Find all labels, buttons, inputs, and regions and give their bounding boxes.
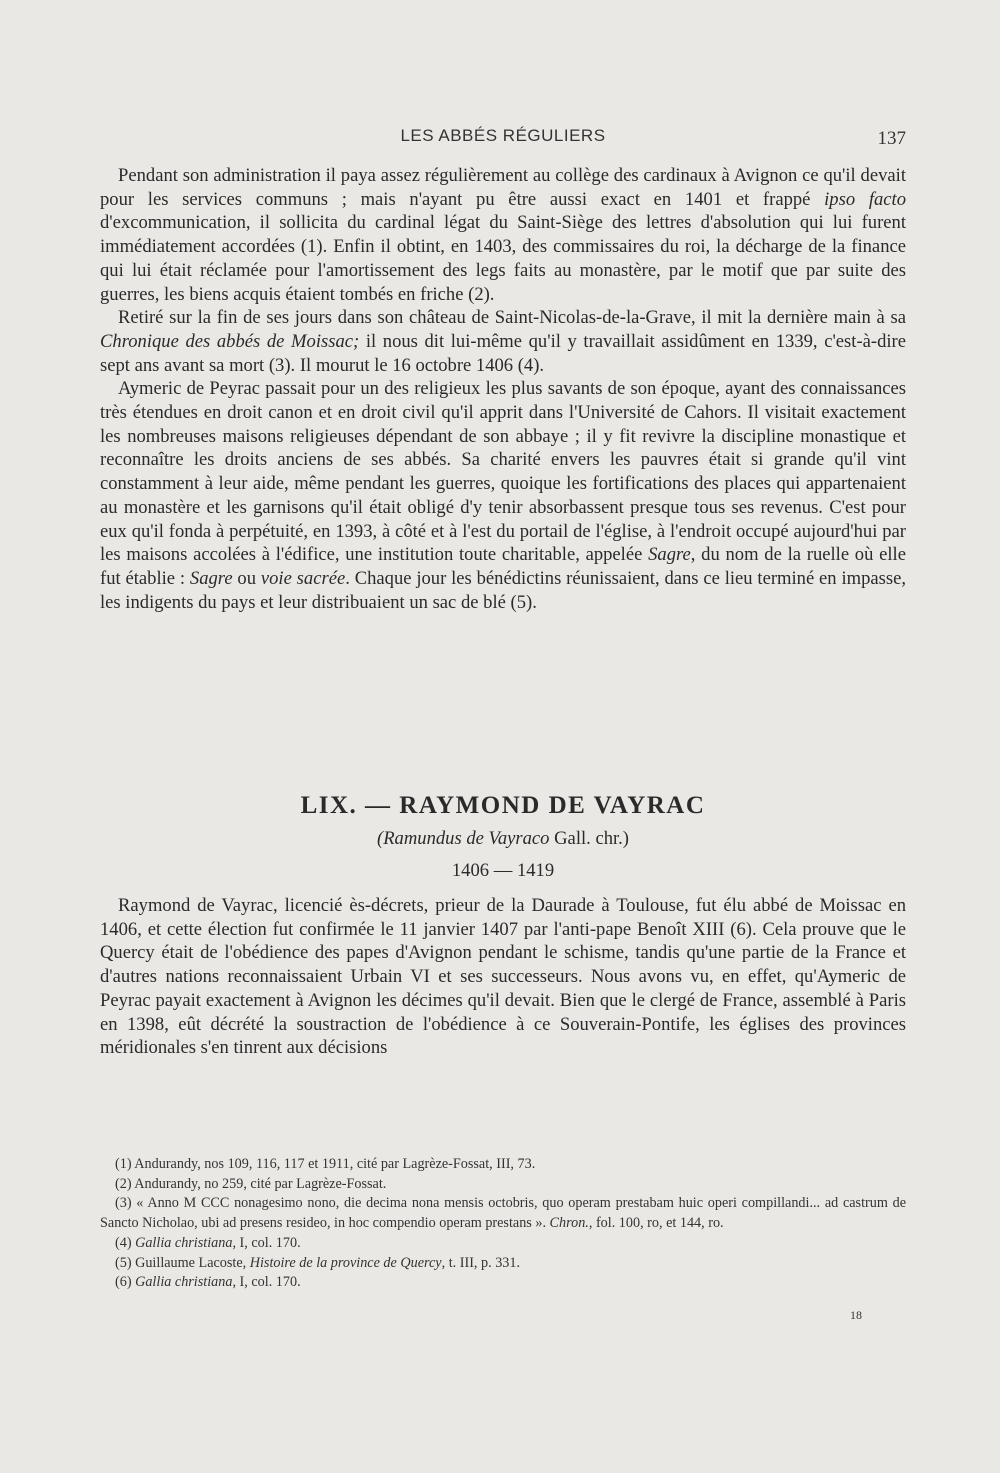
text-run: Retiré sur la fin de ses jours dans son château de Saint-Nicolas-de-la-Grave, il mit la dernière main à sa bbox=[118, 307, 906, 329]
footnote-5 bbox=[100, 1254, 906, 1274]
italic-run: Chron. bbox=[549, 1215, 589, 1232]
italic-run: voie sacrée bbox=[260, 567, 346, 589]
paragraph-raymond: Raymond de Vayrac, licencié ès-décrets, prieur de la Daurade à Toulouse, fut élu abbé de Moissac en 1406, et cette élection fut confirmée le 11 janvier 1407 par l'anti-pape Benoît XIII (6). Cela prouve que le Quercy était de l'obédience des papes d'Avignon pendant le schisme, tandis qu'une partie de la France et d'autres nations reconnaissaient Urbain VI et ses successeurs. Nous avons vu, en effet, qu'Aymeric de Peyrac payait exactement à Avignon les décimes qu'il devait. Bien que le clergé de France, assemblé à Paris en 1398, eût décrété la soustraction de l'obédience à ce Souverain-Pontife, les églises des provinces méridionales s'en tinrent aux décisions bbox=[100, 895, 906, 1059]
paragraph-retirement bbox=[100, 306, 906, 377]
footnote-1: (1) Andurandy, nos 109, 116, 117 et 1911, cité par Lagrèze-Fossat, III, 73. bbox=[115, 1156, 536, 1172]
text-run: , du nom de la ruelle où elle fut établie : bbox=[100, 544, 906, 589]
subtitle-source: Gall. chr.) bbox=[549, 828, 629, 849]
text-run: Aymeric de Peyrac passait pour un des religieux les plus savants de son époque, ayant des connaissances très étendues en droit canon et en droit civil qu'il apprit dans l'Université de Cahors. Il visitait exactement les nombreuses maisons religieuses dépendant de son abbaye ; il y fit revivre la discipline monastique et reconnaître les droits anciens de ses abbés. Sa charité envers les pauvres était si grande qu'il vint constamment à leur aide, même pendant les guerres, quoique les fortifications des places qui appartenaient au monastère et les garnisons qu'il était obligé d'y tenir absorbassent presque tous ses revenus. C'est pour eux qu'il fonda à perpétuité, en 1393, à côté et à l'est du portail de l'église, à l'endroit occupé aujourd'hui par les maisons accolées à l'édifice, une institution toute charitable, appelée bbox=[100, 378, 906, 566]
text-run: (5) Guillaume Lacoste, bbox=[115, 1254, 250, 1271]
text-run: d'excommunication, il sollicita du cardinal légat du Saint-Siège des lettres d'absolution qui lui furent immédiatement accordées (1). Enfin il obtint, en 1403, des commissaires du roi, la décharge de la finance qui lui était réclamée pour l'amortissement des legs faits au monastère, par le motif que par suite des guerres, les biens acquis étaient tombés en friche (2). bbox=[100, 212, 906, 305]
section-subtitle bbox=[100, 826, 906, 852]
italic-run: Chronique des abbés de Moissac; bbox=[100, 330, 360, 352]
subtitle-latin: (Ramundus de Vayraco bbox=[377, 828, 550, 849]
section-heading bbox=[100, 790, 906, 884]
page-number: 137 bbox=[877, 128, 906, 149]
signature-mark: 18 bbox=[850, 1308, 862, 1322]
text-run: (6) bbox=[115, 1274, 136, 1291]
footnote-4 bbox=[100, 1234, 906, 1254]
italic-run: Sagre bbox=[648, 544, 691, 566]
text-run: (3) « Anno M CCC nonagesimo nono, die decima nona mensis octobris, quo operam prestabam huic operi compillandi... ad castrum de Sancto Nicholao, ubi ad presens resideo, in hoc compendio operam prestans ». bbox=[100, 1195, 906, 1232]
paragraph-aymeric bbox=[100, 377, 906, 614]
footnote-2: (2) Andurandy, no 259, cité par Lagrèze-Fossat. bbox=[115, 1175, 387, 1192]
running-head bbox=[100, 126, 906, 152]
text-run: , fol. 100, ro, et 144, ro. bbox=[588, 1215, 724, 1232]
italic-run: ipso facto bbox=[824, 188, 906, 210]
section-dates: 1406 — 1419 bbox=[451, 860, 555, 881]
text-run: (4) bbox=[115, 1234, 136, 1251]
text-run: , t. III, p. 331. bbox=[441, 1254, 521, 1271]
italic-run: Histoire de la province de Quercy bbox=[249, 1254, 442, 1271]
footnote-6 bbox=[100, 1273, 906, 1293]
running-title: LES ABBÉS RÉGULIERS bbox=[400, 126, 606, 145]
italic-run: Sagre bbox=[189, 567, 233, 589]
paragraph-administration bbox=[100, 164, 906, 306]
text-run: . Chaque jour les bénédictins réunissaient, dans ce lieu terminé en impasse, les indigents du pays et leur distribuaient un sac de blé (5). bbox=[100, 567, 906, 613]
section-title: LIX. — RAYMOND DE VAYRAC bbox=[300, 792, 706, 819]
text-run: Pendant son administration il paya assez régulièrement au collège des cardinaux à Avignon ce qu'il devait pour les services communs ; mais n'ayant pu être aussi exact en 1401 et frappé bbox=[100, 165, 906, 210]
italic-run: Gallia christiana bbox=[135, 1234, 233, 1251]
footnote-3 bbox=[100, 1194, 906, 1233]
section-text bbox=[100, 894, 906, 1060]
text-run: , I, col. 170. bbox=[232, 1274, 301, 1291]
footnotes bbox=[100, 1155, 906, 1293]
text-run: ou bbox=[232, 567, 261, 589]
text-run: , I, col. 170. bbox=[232, 1234, 301, 1251]
italic-run: Gallia christiana bbox=[135, 1274, 233, 1291]
main-text bbox=[100, 164, 906, 614]
text-run: il nous dit lui-même qu'il y travaillait assidûment en 1339, c'est-à-dire sept ans avant sa mort (3). Il mourut le 16 octobre 1406 (4). bbox=[100, 330, 906, 376]
